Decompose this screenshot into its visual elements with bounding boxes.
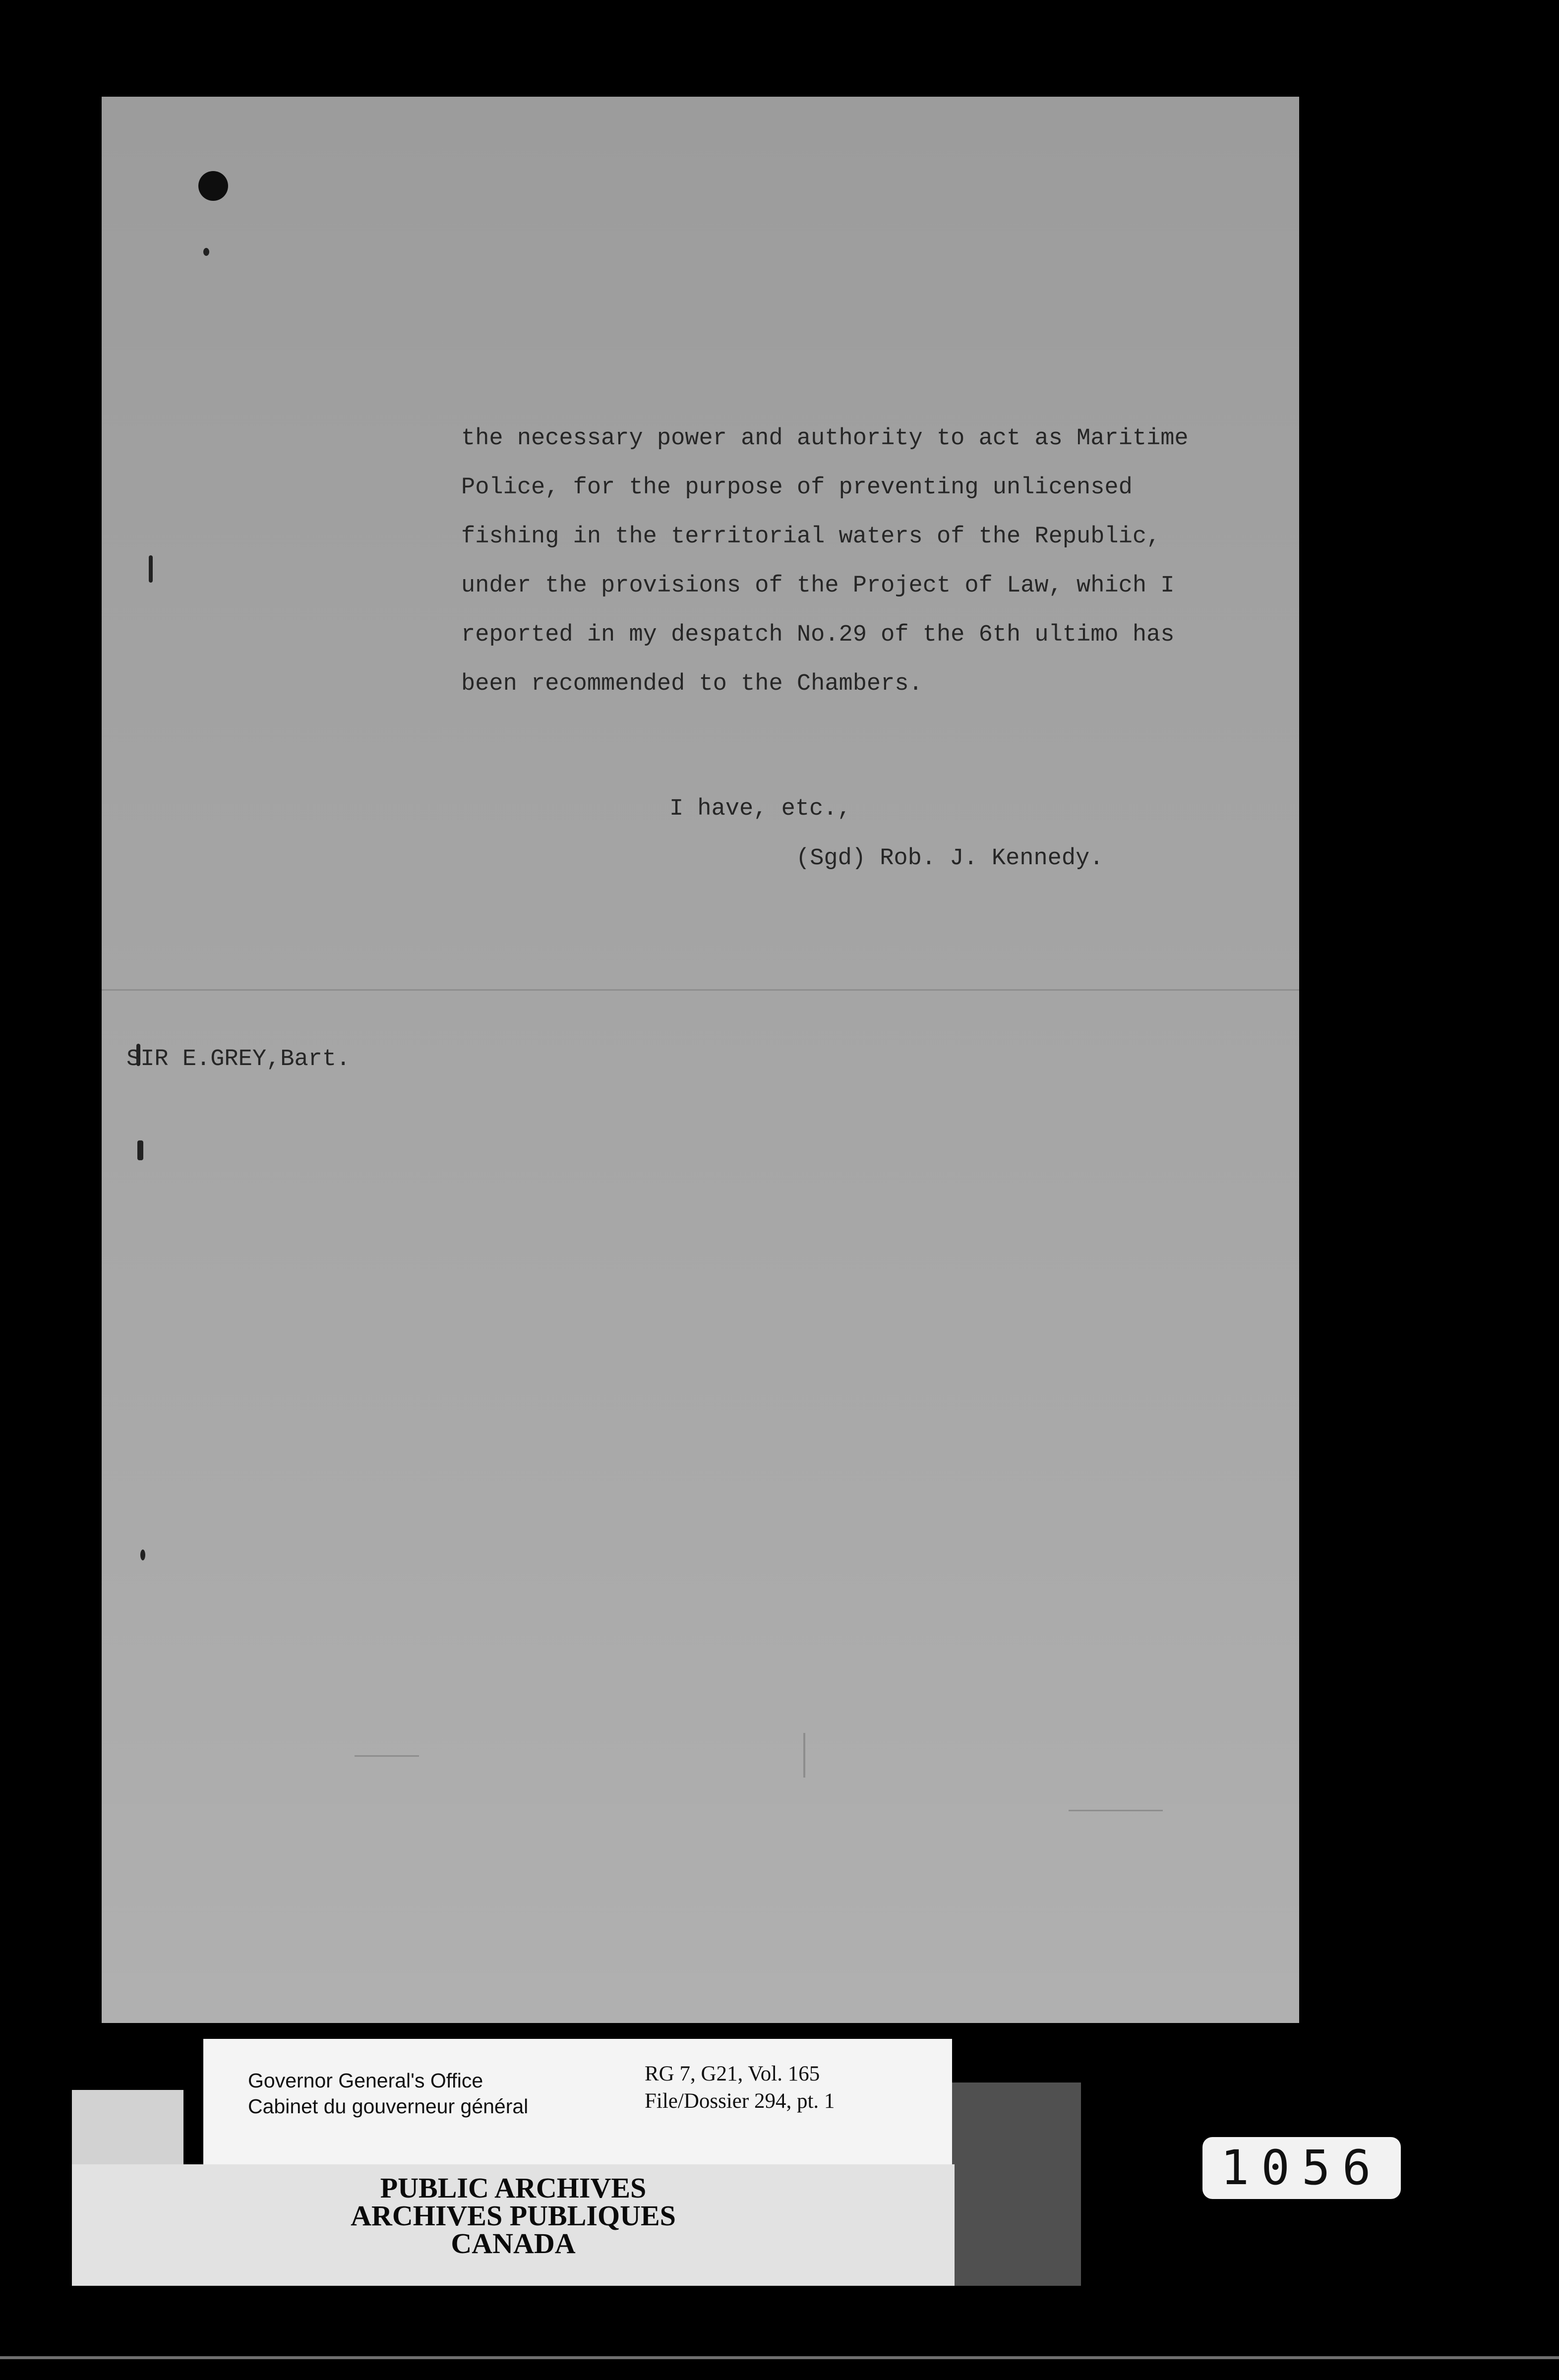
office-name-english: Governor General's Office [248,2069,483,2092]
faint-mark [1069,1810,1163,1811]
stamp-line: PUBLIC ARCHIVES [380,2172,647,2204]
paper-speck [203,248,209,256]
archive-reference-label [203,2039,952,2165]
archive-label-tab [72,2090,183,2164]
file-number: File/Dossier 294, pt. 1 [645,2089,835,2113]
label-shadow [952,2082,1081,2286]
office-name-french: Cabinet du gouverneur général [248,2095,529,2118]
faint-mark [355,1755,419,1757]
office-names [248,2068,528,2119]
body-line: fishing in the territorial waters of the Republic, [461,524,1161,550]
body-line: the necessary power and authority to act as Maritime [461,425,1189,452]
document-page [102,97,1299,2023]
stamp-line: ARCHIVES PUBLIQUES [351,2200,676,2232]
addressee: SIR E.GREY,Bart. [126,1046,351,1072]
film-edge [0,2356,1559,2359]
letter-body [461,414,1279,709]
punch-hole [198,171,228,201]
body-line: reported in my despatch No.29 of the 6th ultimo has [461,622,1175,648]
closing-line: I have, etc., [669,796,851,822]
file-reference [645,2060,835,2115]
paper-speck [137,1140,143,1160]
body-line: under the provisions of the Project of Law, which I [461,573,1175,599]
stamp-line: CANADA [451,2227,576,2260]
paper-speck [149,555,153,583]
fold-line [102,989,1299,991]
signature-line: (Sgd) Rob. J. Kennedy. [796,845,1104,872]
paper-speck [140,1549,145,1560]
archives-stamp [72,2174,955,2258]
record-group: RG 7, G21, Vol. 165 [645,2062,820,2085]
faint-mark [803,1733,805,1778]
body-line: been recommended to the Chambers. [461,671,923,697]
body-line: Police, for the purpose of preventing unlicensed [461,475,1133,501]
frame-number: 1056 [1202,2137,1401,2199]
